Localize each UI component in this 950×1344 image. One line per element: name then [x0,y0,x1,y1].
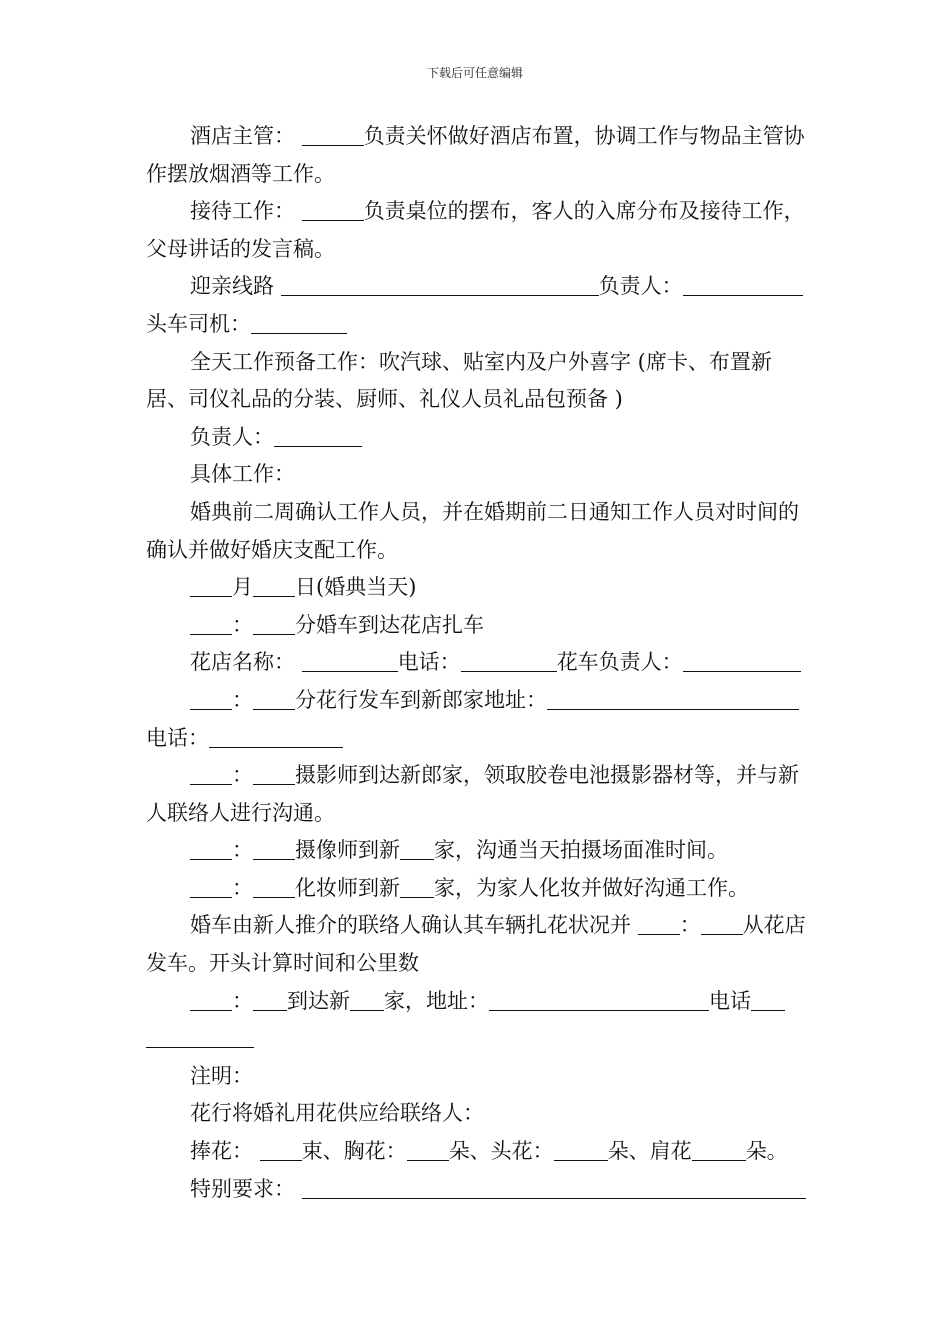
paragraph-owner [146,419,808,457]
blank-minute [253,685,295,710]
text-note: 注明： [190,1063,253,1088]
blank-head-flower [554,1136,608,1161]
blank-minute [253,835,295,860]
blank-owner [274,422,362,447]
blank-family [400,873,434,898]
blank-groom-phone [209,723,343,748]
paragraph-florist [146,644,808,682]
paragraph-prep-work [146,344,808,419]
paragraph-flowers [146,1133,808,1171]
label-arrive-phone: 电话 [709,988,751,1013]
label-day: 日(婚典当天) [295,575,417,600]
text-wedding-car-b: 从花店发车。开头计算时间和公里数 [146,913,806,976]
blank-special-requirements [302,1174,806,1199]
colon: ： [679,913,701,938]
text-prep-work: 全天工作预备工作：吹汽球、贴室内及户外喜字 (席卡、布置新居、司仪礼品的分装、厨师、礼仪人员礼品包预备 ) [146,349,772,412]
label-month: 月 [232,575,253,600]
paragraph-special-requirements [146,1171,808,1209]
label-lead-driver: 头车司机： [146,311,251,336]
paragraph-car-flowers [146,607,808,645]
colon: ： [232,612,253,637]
label-route: 迎亲线路 [190,274,274,299]
paragraph-confirm-staff [146,494,808,569]
text-reception: 负责桌位的摆布，客人的入席分布及接待工作，父母讲话的发言稿。 [146,199,805,261]
blank-hour [190,610,232,635]
blank-groom-address [547,685,779,710]
colon: ： [232,687,253,712]
label-owner: 负责人： [190,424,274,449]
blank-hour [190,986,232,1011]
paragraph-photographer [146,757,808,832]
blank-month [190,572,232,597]
colon: ： [232,763,253,788]
paragraph-date [146,569,808,607]
blank-florist-name [302,647,398,672]
text-car-flowers: 分婚车到达花店扎车 [295,612,484,637]
label-groom-address: 分花行发车到新郎家地址： [295,687,547,712]
paragraph-reception [146,193,808,268]
text-makeup-b: 家，为家人化妆并做好沟通工作。 [434,875,749,900]
label-shoulder-flower: 朵、肩花 [607,1139,692,1164]
label-florist-phone: 电话： [397,650,461,675]
blank-arrive-address [489,986,709,1011]
blank-shoulder-flower [692,1136,746,1161]
label-special-requirements: 特别要求： [190,1176,295,1201]
paragraph-flower-supply [146,1095,808,1133]
label-unit: 朵。 [745,1139,788,1164]
paragraph-hotel-manager [146,118,808,193]
blank-route-owner-cont [793,271,803,296]
blank-hotel-manager [302,121,364,146]
paragraph-makeup [146,870,808,908]
paragraph-arrive [146,983,808,1058]
blank-day [253,572,295,597]
page-header: 下载后可任意编辑 [426,66,523,80]
text-makeup-a: 化妆师到新 [295,875,400,900]
blank-route-owner [683,271,793,296]
text-videographer-b: 家，沟通当天拍摄场面准时间。 [434,838,728,863]
label-corsage: 束、胸花： [301,1139,407,1164]
blank-arrive-phone-cont [146,1023,254,1048]
label-arrive-address: 家，地址： [384,988,489,1013]
blank-car-owner-cont [769,647,801,672]
text-arrive: 到达新 [287,988,350,1013]
label-reception: 接待工作： [190,199,295,224]
blank-bouquet [260,1136,302,1161]
blank-route [281,271,599,296]
label-route-owner: 负责人： [598,274,683,299]
label-florist-name: 花店名称： [190,650,295,675]
blank-car-owner [683,647,769,672]
paragraph-note [146,1058,808,1096]
colon: ： [232,875,253,900]
colon: ： [232,838,253,863]
text-flower-supply: 花行将婚礼用花供应给联络人： [190,1101,484,1126]
blank-family [400,835,434,860]
paragraph-depart-groom [146,682,808,757]
paragraph-specific-work [146,456,808,494]
blank-arrive-phone [751,986,785,1011]
blank-minute [701,910,743,935]
blank-hour [190,835,232,860]
blank-minute [253,873,295,898]
label-hotel-manager: 酒店主管： [190,124,295,148]
blank-minute [253,610,295,635]
text-wedding-car-a: 婚车由新人推介的联络人确认其车辆扎花状况并 [190,913,631,938]
label-car-owner: 花车负责人： [556,650,683,675]
label-bouquet: 捧花： [190,1139,253,1164]
label-head-flower: 朵、头花： [448,1139,554,1164]
blank-hour [190,873,232,898]
blank-corsage [407,1136,449,1161]
blank-lead-driver [251,309,347,334]
blank-minute [253,760,295,785]
text-videographer-a: 摄像师到新 [295,838,400,863]
blank-family [350,986,384,1011]
text-specific-work: 具体工作： [190,462,295,487]
label-groom-phone: 电话： [146,725,209,750]
paragraph-videographer [146,832,808,870]
text-hotel-manager: 负责关怀做好酒店布置，协调工作与物品主管协作摆放烟酒等工作。 [146,124,805,186]
paragraph-wedding-car [146,907,808,982]
text-confirm-staff: 婚典前二周确认工作人员，并在婚期前二日通知工作人员对时间的确认并做好婚庆支配工作。 [146,499,799,562]
blank-hour [190,760,232,785]
blank-hour [638,910,680,935]
blank-reception [302,196,364,221]
blank-minute [253,986,287,1011]
text-photographer: 摄影师到达新郎家，领取胶卷电池摄影器材等，并与新人联络人进行沟通。 [146,763,799,825]
paragraph-route [146,268,808,343]
colon: ： [232,988,253,1013]
blank-groom-address-cont [779,685,799,710]
blank-florist-phone [461,647,557,672]
document-body [146,118,808,1208]
blank-hour [190,685,232,710]
